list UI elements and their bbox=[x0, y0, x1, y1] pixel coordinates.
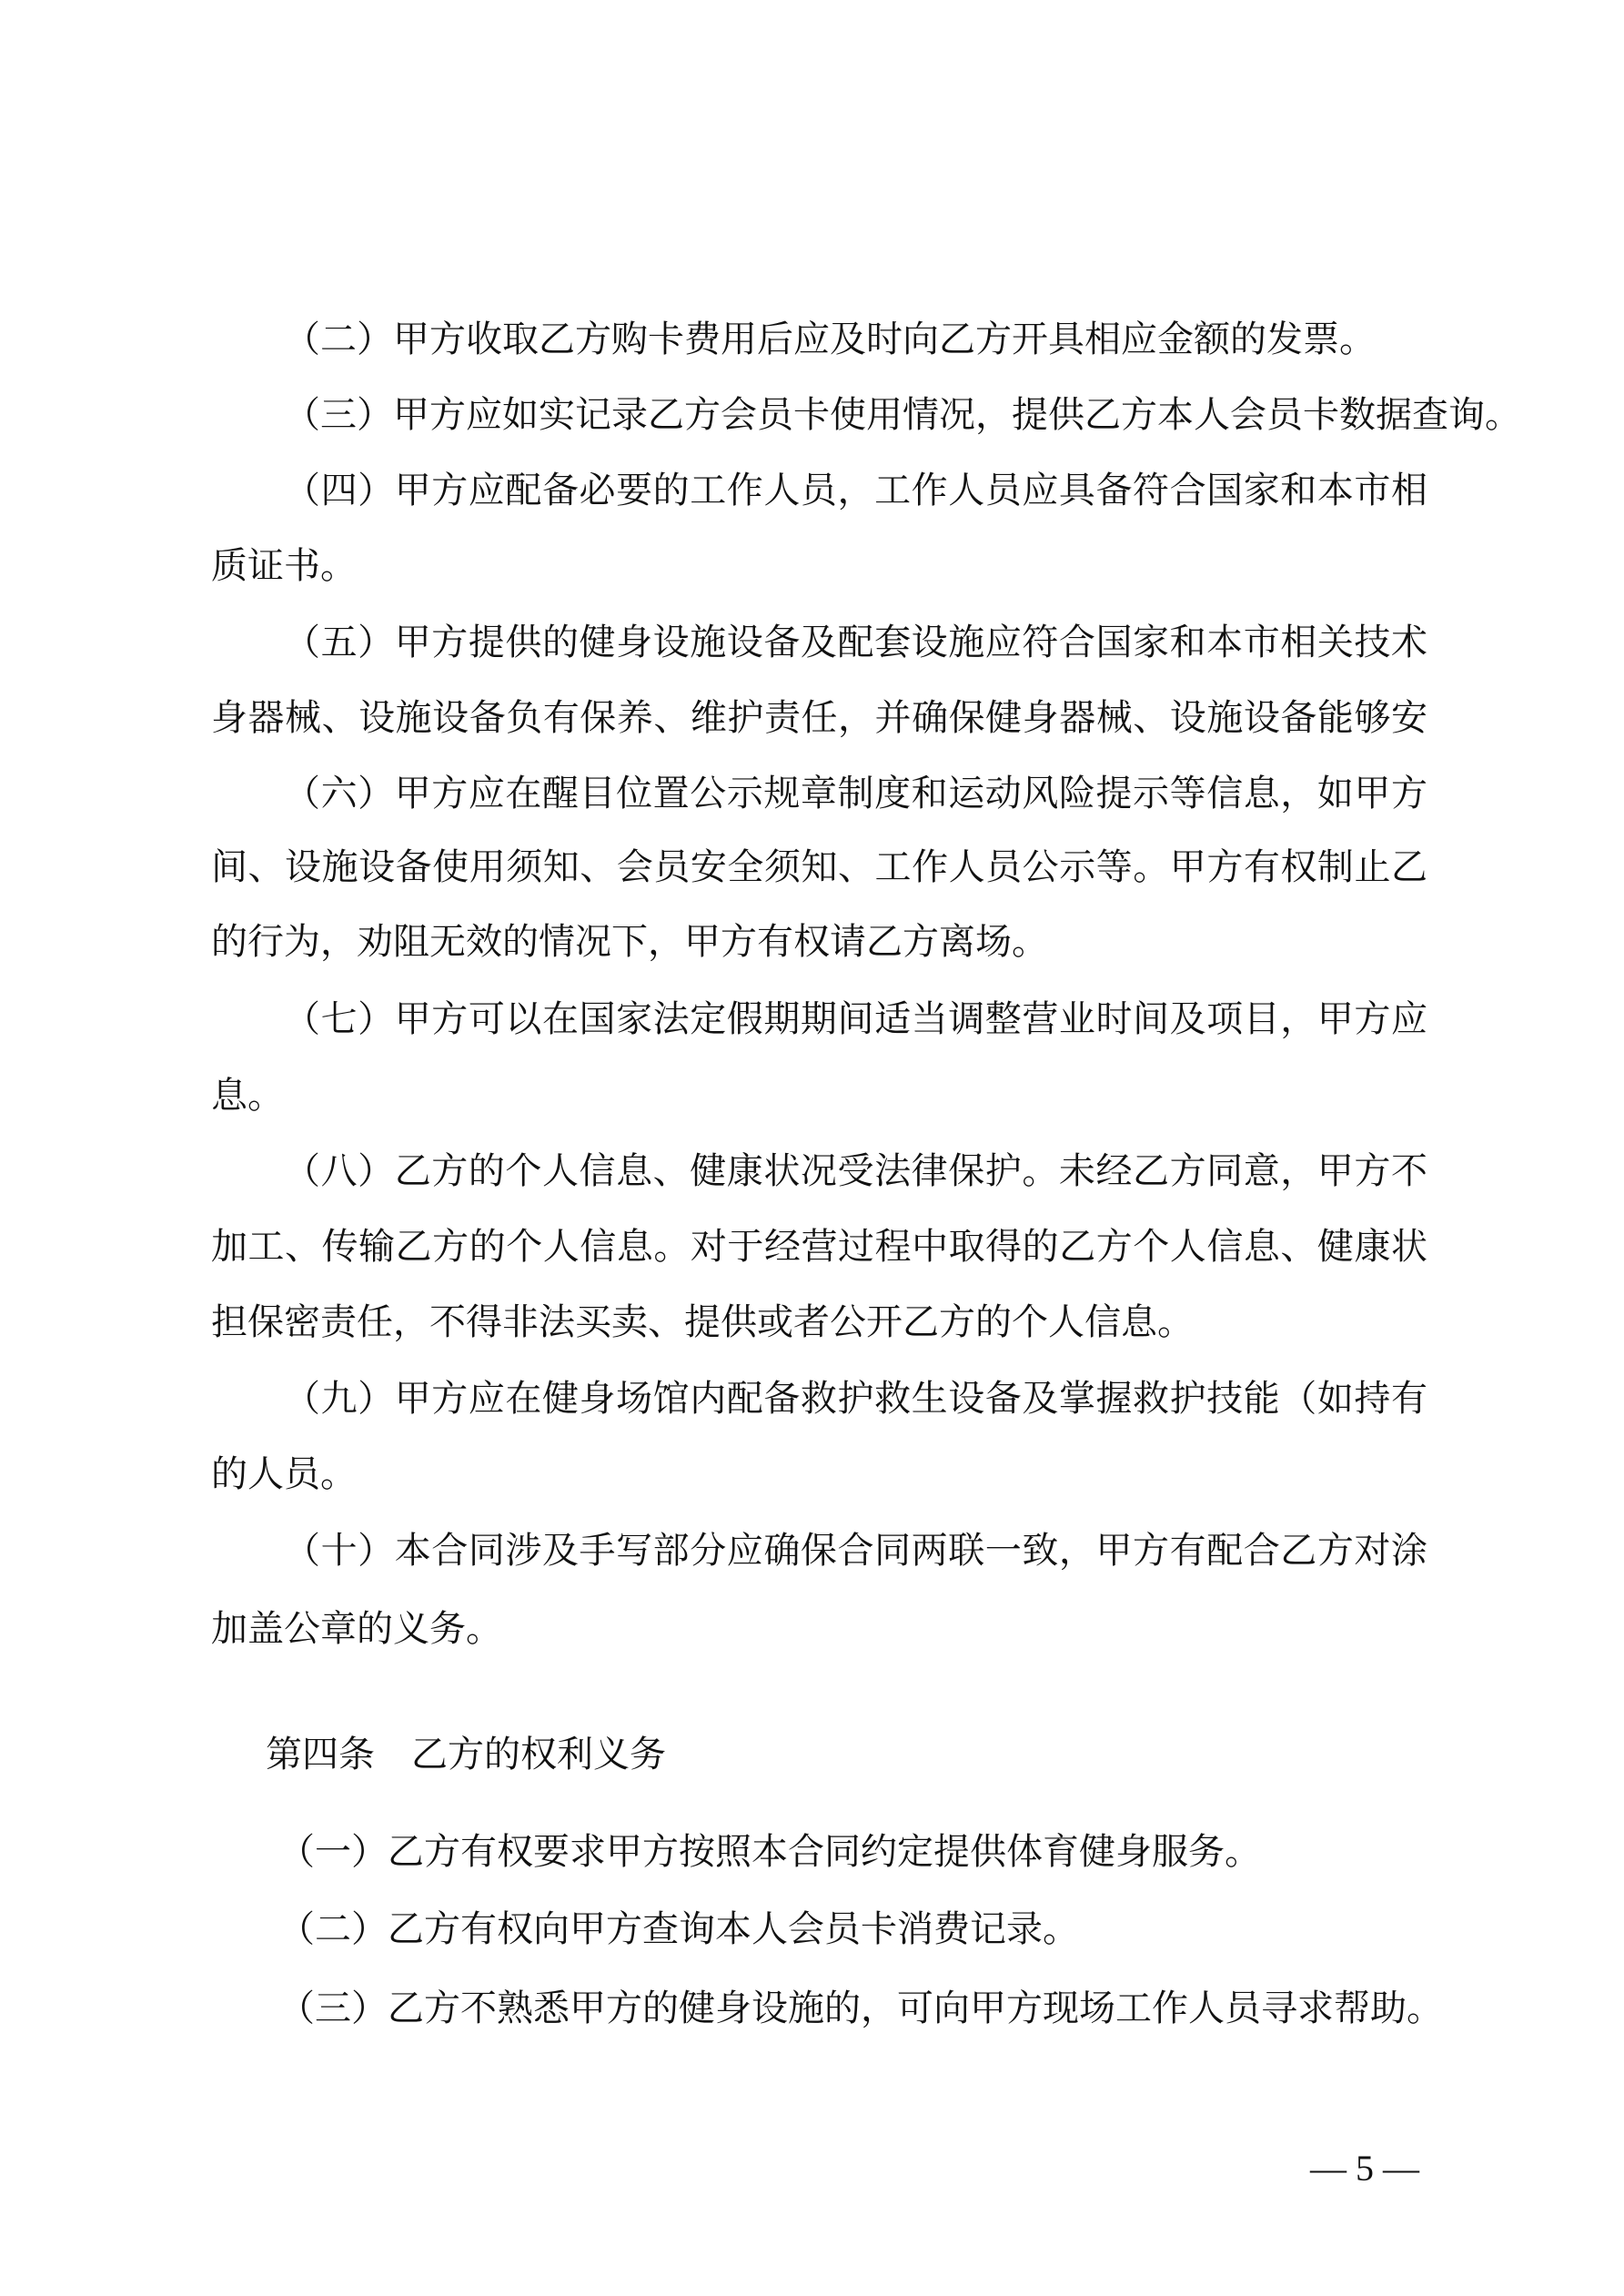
clause-6-line-1: （六）甲方应在醒目位置公示规章制度和运动风险提示等信息，如甲方 bbox=[284, 773, 1427, 814]
clause-9-line-2: 的人员。 bbox=[211, 1453, 357, 1495]
article-4-clause-2: （二）乙方有权向甲方查询本人会员卡消费记录。 bbox=[278, 1908, 1079, 1950]
clause-3-line-1: （三）甲方应如实记录乙方会员卡使用情况，提供乙方本人会员卡数据查询。 bbox=[284, 394, 1521, 436]
clause-8-line-3: 担保密责任，不得非法买卖、提供或者公开乙方的个人信息。 bbox=[211, 1301, 1194, 1343]
clause-5-line-1: （五）甲方提供的健身设施设备及配套设施应符合国家和本市相关技术 bbox=[284, 622, 1427, 663]
page-number: — 5 — bbox=[1310, 2148, 1419, 2189]
clause-6-line-2: 间、设施设备使用须知、会员安全须知、工作人员公示等。甲方有权制止乙 bbox=[211, 846, 1427, 888]
clause-5-line-2: 身器械、设施设备负有保养、维护责任，并确保健身器械、设施设备能够安 bbox=[211, 697, 1427, 739]
clause-10-line-2: 加盖公章的义务。 bbox=[211, 1608, 502, 1650]
clause-4-line-1: （四）甲方应配备必要的工作人员，工作人员应具备符合国家和本市相 bbox=[284, 470, 1427, 511]
clause-8-line-2: 加工、传输乙方的个人信息。对于经营过程中取得的乙方个人信息、健康状 bbox=[211, 1226, 1427, 1268]
clause-7-line-2: 息。 bbox=[211, 1075, 284, 1117]
clause-7-line-1: （七）甲方可以在国家法定假期期间适当调整营业时间及项目，甲方应 bbox=[284, 998, 1427, 1040]
clause-10-line-1: （十）本合同涉及手写部分应确保合同两联一致，甲方有配合乙方对涂 bbox=[284, 1530, 1427, 1572]
clause-2-line-1: （二）甲方收取乙方购卡费用后应及时向乙方开具相应金额的发票。 bbox=[284, 319, 1376, 360]
article-4-clause-1: （一）乙方有权要求甲方按照本合同约定提供体育健身服务。 bbox=[278, 1831, 1261, 1873]
clause-4-line-2: 质证书。 bbox=[211, 545, 357, 587]
clause-9-line-1: （九）甲方应在健身场馆内配备救护救生设备及掌握救护技能（如持有 bbox=[284, 1378, 1427, 1420]
article-4-heading: 第四条 乙方的权利义务 bbox=[266, 1734, 666, 1775]
clause-6-line-3: 的行为，劝阻无效的情况下，甲方有权请乙方离场。 bbox=[211, 921, 1048, 963]
clause-8-line-1: （八）乙方的个人信息、健康状况受法律保护。未经乙方同意，甲方不 bbox=[284, 1150, 1427, 1192]
article-4-clause-3: （三）乙方不熟悉甲方的健身设施的，可向甲方现场工作人员寻求帮助。 bbox=[278, 1988, 1443, 2029]
